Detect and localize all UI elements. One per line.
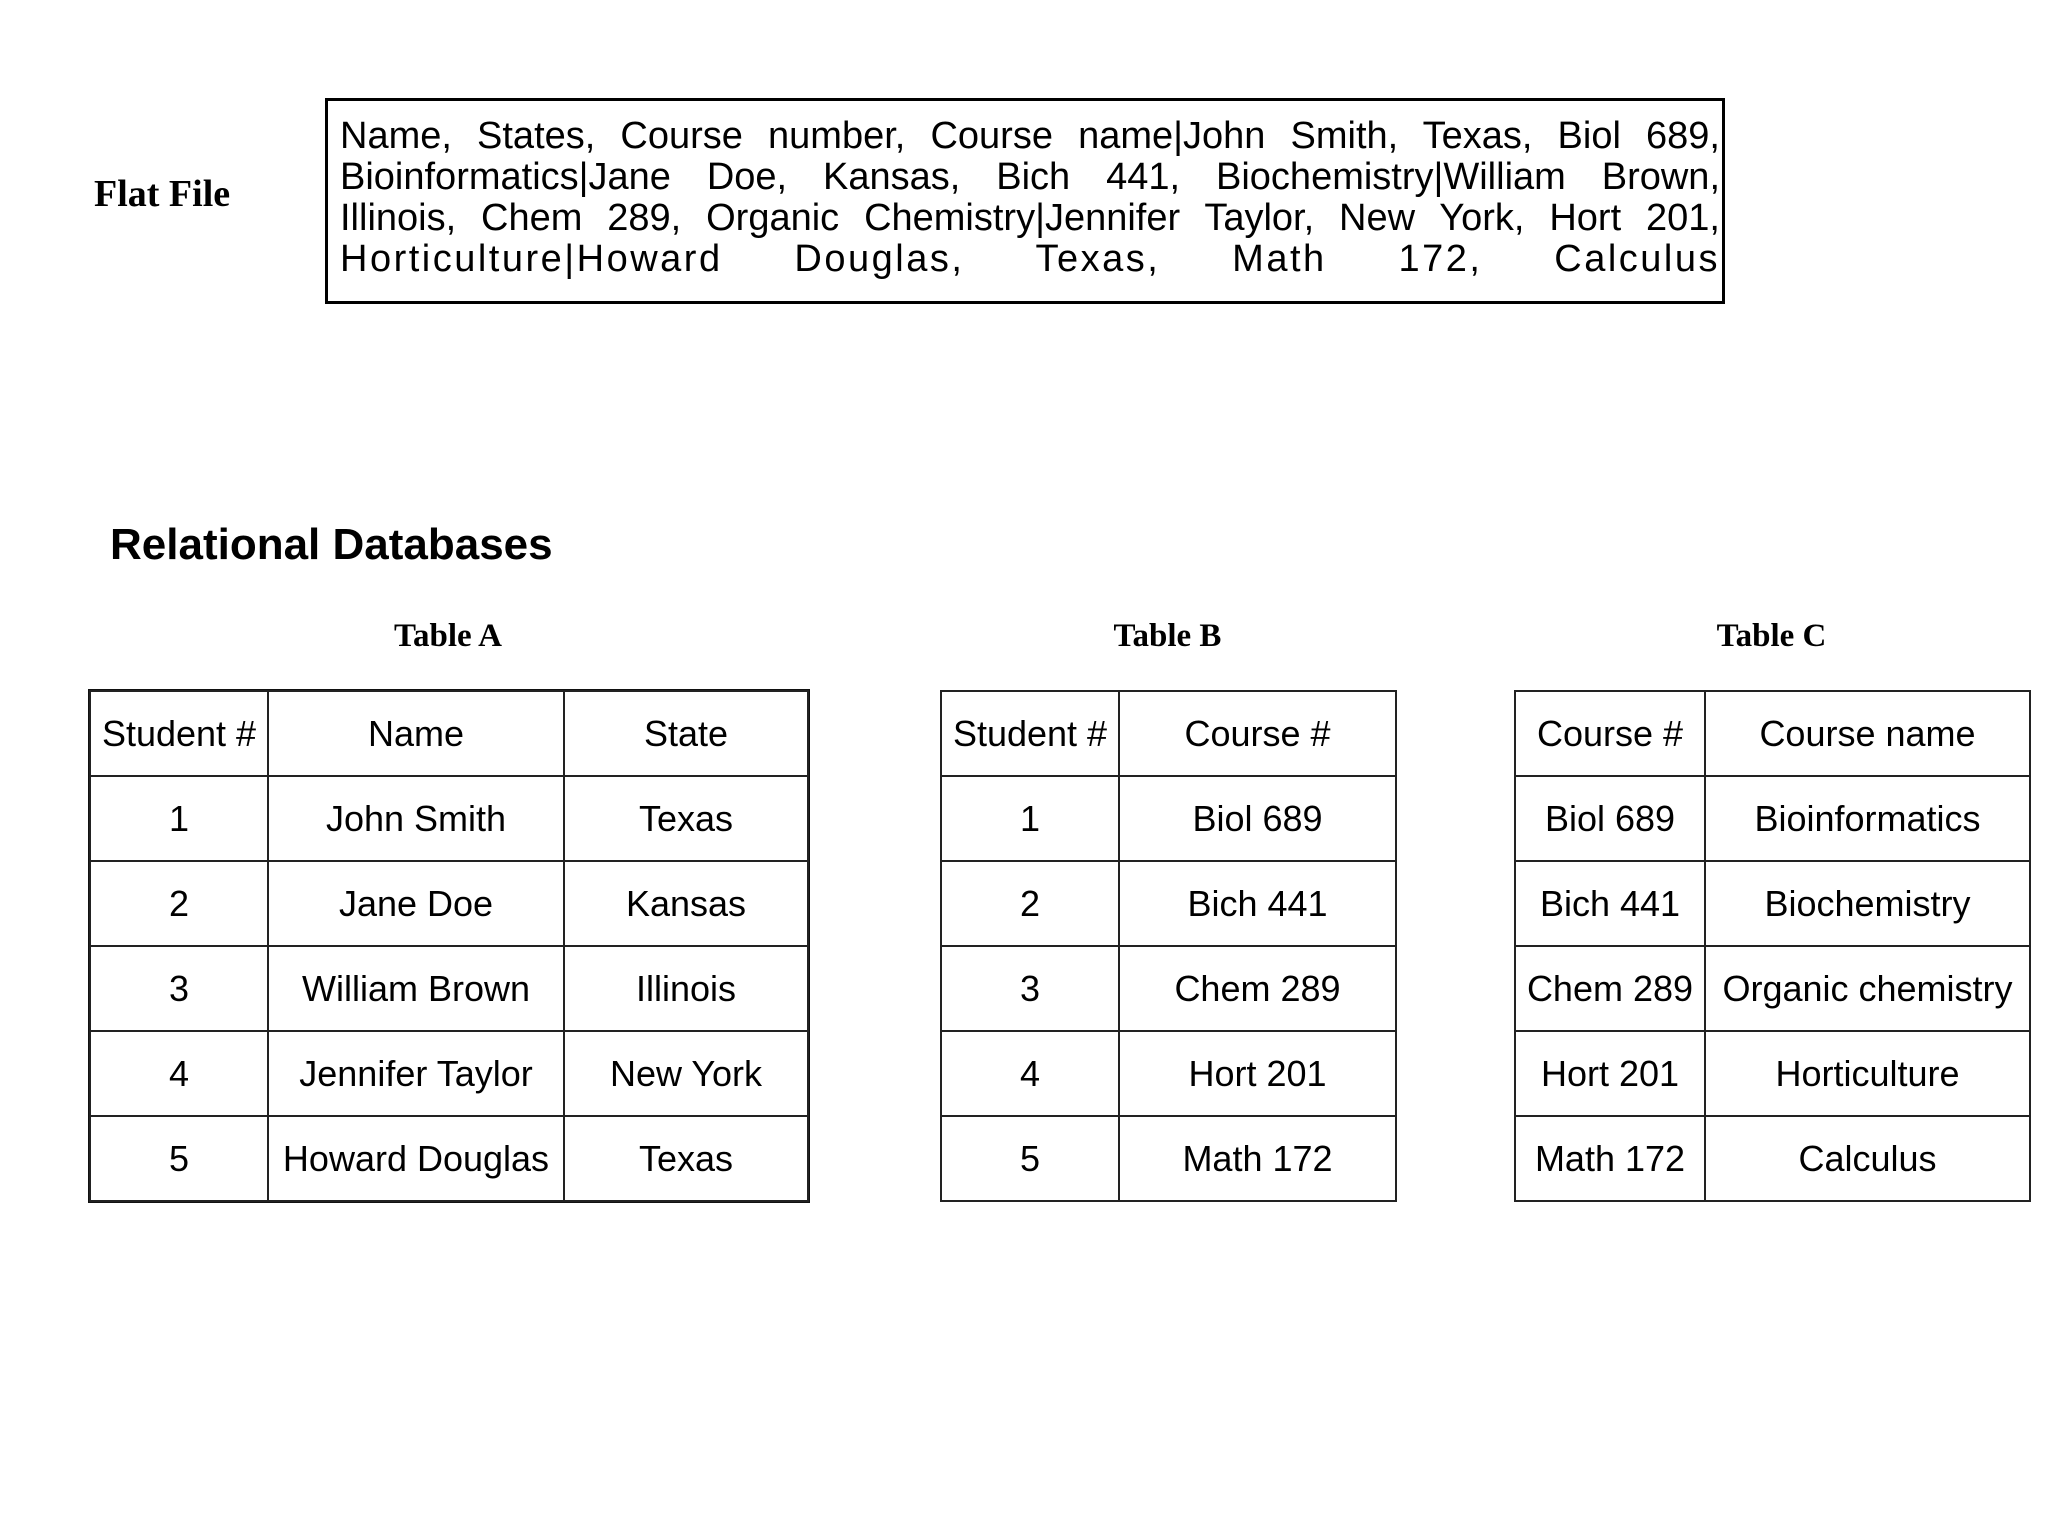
table-b (940, 690, 1397, 1202)
relational-databases-title: Relational Databases (110, 520, 553, 569)
table-row (941, 1116, 1396, 1201)
table-cell: 2 (90, 861, 268, 946)
flat-file-line: Bioinformatics|Jane Doe, Kansas, Bich 441, Biochemistry|William Brown, (340, 156, 1720, 198)
flat-file-label: Flat File (94, 173, 231, 215)
table-row (941, 946, 1396, 1031)
table-header-row (90, 691, 808, 776)
table-cell: Biochemistry (1705, 861, 2030, 946)
flat-file-line: Name, States, Course number, Course name|John Smith, Texas, Biol 689, (340, 115, 1720, 157)
table-row (1515, 776, 2030, 861)
table-cell: Hort 201 (1515, 1031, 1705, 1116)
table-row (1515, 1116, 2030, 1201)
table-cell: John Smith (268, 776, 564, 861)
table-row (90, 946, 808, 1031)
table-b-title: Table B (1113, 618, 1222, 654)
table-cell: Jane Doe (268, 861, 564, 946)
header-cell: Course # (1119, 691, 1396, 776)
table-row (90, 1116, 808, 1201)
table-c-title: Table C (1716, 618, 1827, 654)
header-cell: Course # (1515, 691, 1705, 776)
table-cell: 1 (90, 776, 268, 861)
table-cell: 4 (90, 1031, 268, 1116)
table-cell: 5 (90, 1116, 268, 1201)
flat-file-line: Illinois, Chem 289, Organic Chemistry|Jennifer Taylor, New York, Hort 201, (340, 197, 1720, 239)
header-cell: Student # (90, 691, 268, 776)
table-cell: William Brown (268, 946, 564, 1031)
table-row (1515, 861, 2030, 946)
table-row (90, 776, 808, 861)
header-cell: State (564, 691, 808, 776)
table-cell: Bich 441 (1515, 861, 1705, 946)
table-cell: 2 (941, 861, 1119, 946)
table-row (941, 776, 1396, 861)
table-row (941, 1031, 1396, 1116)
table-cell: 5 (941, 1116, 1119, 1201)
table-cell: 1 (941, 776, 1119, 861)
table-cell: Hort 201 (1119, 1031, 1396, 1116)
table-header-row (1515, 691, 2030, 776)
table-row (90, 1031, 808, 1116)
table-cell: Chem 289 (1119, 946, 1396, 1031)
table-cell: Biol 689 (1515, 776, 1705, 861)
table-cell: Biol 689 (1119, 776, 1396, 861)
table-cell: Kansas (564, 861, 808, 946)
table-cell: Texas (564, 776, 808, 861)
table-cell: Bich 441 (1119, 861, 1396, 946)
table-cell: Howard Douglas (268, 1116, 564, 1201)
table-cell: Illinois (564, 946, 808, 1031)
table-row (941, 861, 1396, 946)
table-cell: Chem 289 (1515, 946, 1705, 1031)
table-row (1515, 1031, 2030, 1116)
table-a-title: Table A (394, 618, 502, 654)
flat-file-line: Horticulture|Howard Douglas, Texas, Math 172, Calculus (340, 238, 1720, 280)
table-cell: Math 172 (1119, 1116, 1396, 1201)
table-cell: Bioinformatics (1705, 776, 2030, 861)
table-cell: Jennifer Taylor (268, 1031, 564, 1116)
flat-file-box (325, 98, 1725, 304)
table-header-row (941, 691, 1396, 776)
table-cell: Texas (564, 1116, 808, 1201)
table-cell: New York (564, 1031, 808, 1116)
table-cell: Math 172 (1515, 1116, 1705, 1201)
header-cell: Name (268, 691, 564, 776)
table-cell: Horticulture (1705, 1031, 2030, 1116)
table-cell: Organic chemistry (1705, 946, 2030, 1031)
table-cell: 4 (941, 1031, 1119, 1116)
table-row (1515, 946, 2030, 1031)
table-a (89, 690, 809, 1202)
table-cell: 3 (90, 946, 268, 1031)
table-c (1514, 690, 2031, 1202)
table-cell: Calculus (1705, 1116, 2030, 1201)
table-cell: 3 (941, 946, 1119, 1031)
header-cell: Course name (1705, 691, 2030, 776)
table-row (90, 861, 808, 946)
header-cell: Student # (941, 691, 1119, 776)
